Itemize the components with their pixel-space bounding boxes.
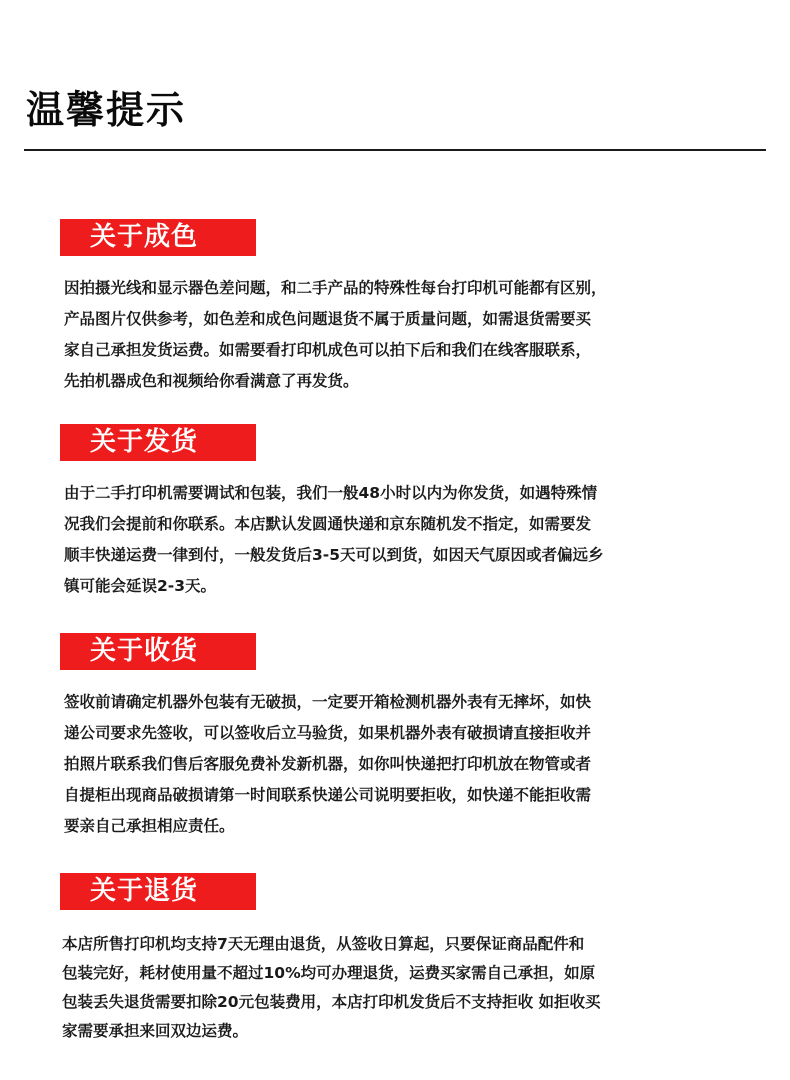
title-divider — [24, 149, 766, 151]
section-about-receiving — [60, 633, 720, 842]
section-header-receiving: 关于收货 — [60, 633, 256, 670]
page-title: 温馨提示 — [26, 88, 187, 132]
section-body-condition: 因拍摄光线和显示器色差问题，和二手产品的特殊性每台打印机可能都有区别， 产品图片仅供参考，如色差和成色问题退货不属于质量问题，如需退货需要买 家自己承担发货运费。如需要看打印机成色可以拍下后和我们在线客服联系， 先拍机器成色和视频给你看满意了再发货。 — [64, 279, 607, 390]
section-about-condition — [60, 219, 720, 397]
section-body-shipping: 由于二手打印机需要调试和包装，我们一般48小时以内为你发货，如遇特殊情 况我们会提前和你联系。本店默认发圆通快递和京东随机发不指定，如需要发 顺丰快递运费一律到付，一般发货后3-5天可以到货，如因天气原因或者偏远乡 镇可能会延误2-3天。 — [64, 484, 604, 595]
section-body-returns: 本店所售打印机均支持7天无理由退货，从签收日算起，只要保证商品配件和 包装完好，耗材使用量不超过10%均可办理退货，运费买家需自己承担，如原 包装丢失退货需要扣除20元包装费用，本店打印机发货后不支持拒收 如拒收买 家需要承担来回双边运费。 — [62, 935, 601, 1040]
section-header-returns: 关于退货 — [60, 873, 256, 910]
section-header-condition: 关于成色 — [60, 219, 256, 256]
section-about-shipping — [60, 424, 720, 602]
section-about-returns — [60, 873, 720, 1046]
section-header-shipping: 关于发货 — [60, 424, 256, 461]
section-body-receiving: 签收前请确定机器外包装有无破损，一定要开箱检测机器外表有无摔坏，如快 递公司要求先签收，可以签收后立马验货，如果机器外表有破损请直接拒收并 拍照片联系我们售后客服免费补发新机器，如你叫快递把打印机放在物管或者 自提柜出现商品破损请第一时间联系快递公司说明要拒收，如快递不能拒收需 要亲自己承担相应责任。 — [64, 693, 592, 835]
